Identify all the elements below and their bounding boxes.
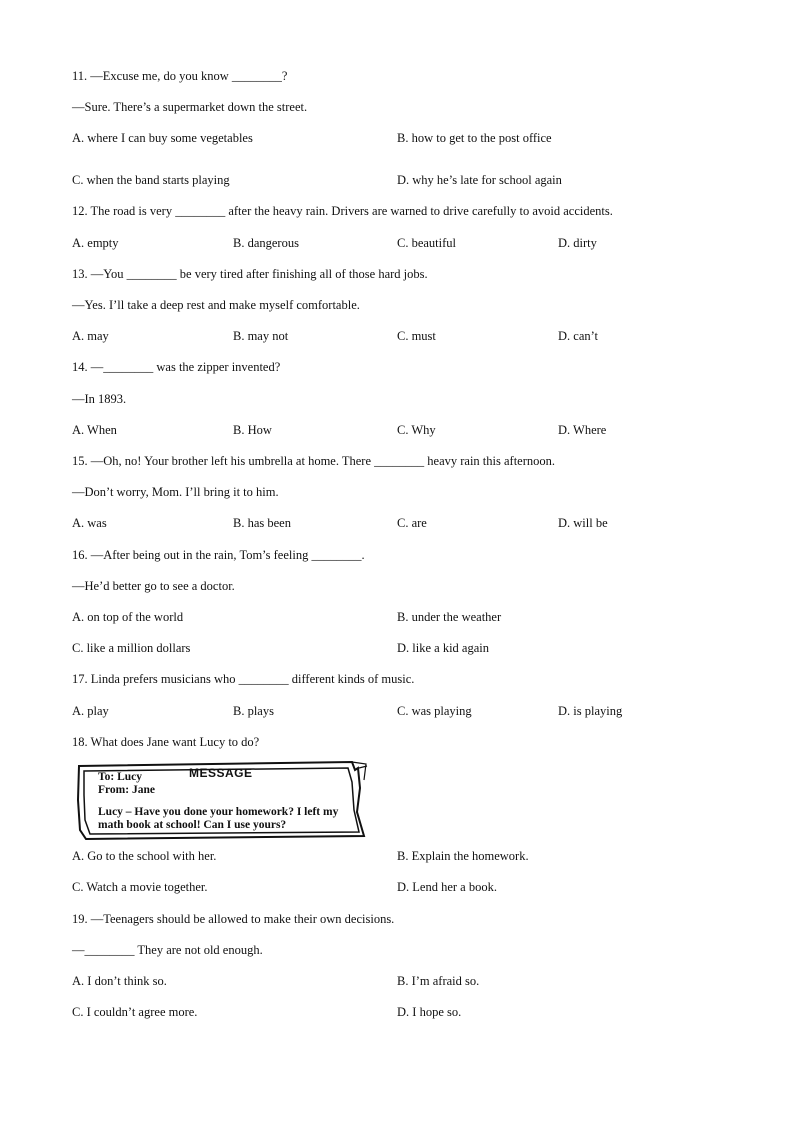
question-17-option-c[interactable]: C. was playing <box>397 704 472 718</box>
question-16-option-c[interactable]: C. like a million dollars <box>72 641 191 655</box>
question-16-option-a[interactable]: A. on top of the world <box>72 610 184 624</box>
question-15-option-c[interactable]: C. are <box>397 516 427 530</box>
question-17-option-a[interactable]: A. play <box>72 704 109 718</box>
question-14-option-b[interactable]: B. How <box>233 423 272 437</box>
question-11-option-d[interactable]: D. why he’s late for school again <box>397 173 562 187</box>
question-19-option-a[interactable]: A. I don’t think so. <box>72 974 167 988</box>
question-19-stem: 19. —Teenagers should be allowed to make their own decisions. <box>72 912 395 926</box>
message-from: From: Jane <box>98 784 155 796</box>
message-title: MESSAGE <box>189 766 253 780</box>
question-18-option-a[interactable]: A. Go to the school with her. <box>72 849 217 863</box>
question-18-stem: 18. What does Jane want Lucy to do? <box>72 735 260 749</box>
question-14-stem: 14. —________ was the zipper invented? <box>72 360 281 374</box>
question-13-stem: 13. —You ________ be very tired after finishing all of those hard jobs. <box>72 267 428 281</box>
message-header <box>98 771 155 797</box>
question-15-stem: 15. —Oh, no! Your brother left his umbrella at home. There ________ heavy rain this afternoon. <box>72 454 556 468</box>
question-19-option-c[interactable]: C. I couldn’t agree more. <box>72 1005 198 1019</box>
question-19-reply: —________ They are not old enough. <box>72 943 263 957</box>
question-18-option-c[interactable]: C. Watch a movie together. <box>72 880 208 894</box>
question-17-option-d[interactable]: D. is playing <box>558 704 623 718</box>
question-17-stem: 17. Linda prefers musicians who ________ different kinds of music. <box>72 672 415 686</box>
message-to: To: Lucy <box>98 771 142 783</box>
question-15-option-a[interactable]: A. was <box>72 516 107 530</box>
question-14-option-c[interactable]: C. Why <box>397 423 436 437</box>
question-15-reply: —Don’t worry, Mom. I’ll bring it to him. <box>72 485 279 499</box>
question-13-option-b[interactable]: B. may not <box>233 329 289 343</box>
question-13-option-c[interactable]: C. must <box>397 329 436 343</box>
question-11-option-b[interactable]: B. how to get to the post office <box>397 131 552 145</box>
question-16-reply: —He’d better go to see a doctor. <box>72 579 235 593</box>
question-12-option-d[interactable]: D. dirty <box>558 236 597 250</box>
question-19-option-d[interactable]: D. I hope so. <box>397 1005 462 1019</box>
question-18-option-b[interactable]: B. Explain the homework. <box>397 849 529 863</box>
question-12-stem: 12. The road is very ________ after the heavy rain. Drivers are warned to drive carefully to avoid accidents. <box>72 204 613 218</box>
question-14-reply: —In 1893. <box>72 392 127 406</box>
question-15-option-b[interactable]: B. has been <box>233 516 291 530</box>
question-12-option-b[interactable]: B. dangerous <box>233 236 299 250</box>
question-19-option-b[interactable]: B. I’m afraid so. <box>397 974 480 988</box>
question-11-stem: 11. —Excuse me, do you know ________? <box>72 69 288 83</box>
message-body: Lucy – Have you done your homework? I left my math book at school! Can I use yours? <box>98 806 339 831</box>
question-12-option-a[interactable]: A. empty <box>72 236 119 250</box>
question-18-option-d[interactable]: D. Lend her a book. <box>397 880 497 894</box>
question-16-option-d[interactable]: D. like a kid again <box>397 641 489 655</box>
question-12-option-c[interactable]: C. beautiful <box>397 236 457 250</box>
question-16-option-b[interactable]: B. under the weather <box>397 610 502 624</box>
question-15-option-d[interactable]: D. will be <box>558 516 608 530</box>
question-13-reply: —Yes. I’ll take a deep rest and make myself comfortable. <box>72 298 360 312</box>
question-16-stem: 16. —After being out in the rain, Tom’s feeling ________. <box>72 548 365 562</box>
question-13-option-d[interactable]: D. can’t <box>558 329 599 343</box>
question-14-option-a[interactable]: A. When <box>72 423 117 437</box>
question-13-option-a[interactable]: A. may <box>72 329 109 343</box>
question-11-option-a[interactable]: A. where I can buy some vegetables <box>72 131 253 145</box>
question-17-option-b[interactable]: B. plays <box>233 704 274 718</box>
message-note-image <box>76 760 368 842</box>
question-11-option-c[interactable]: C. when the band starts playing <box>72 173 230 187</box>
question-11-reply: —Sure. There’s a supermarket down the street. <box>72 100 308 114</box>
question-14-option-d[interactable]: D. Where <box>558 423 607 437</box>
